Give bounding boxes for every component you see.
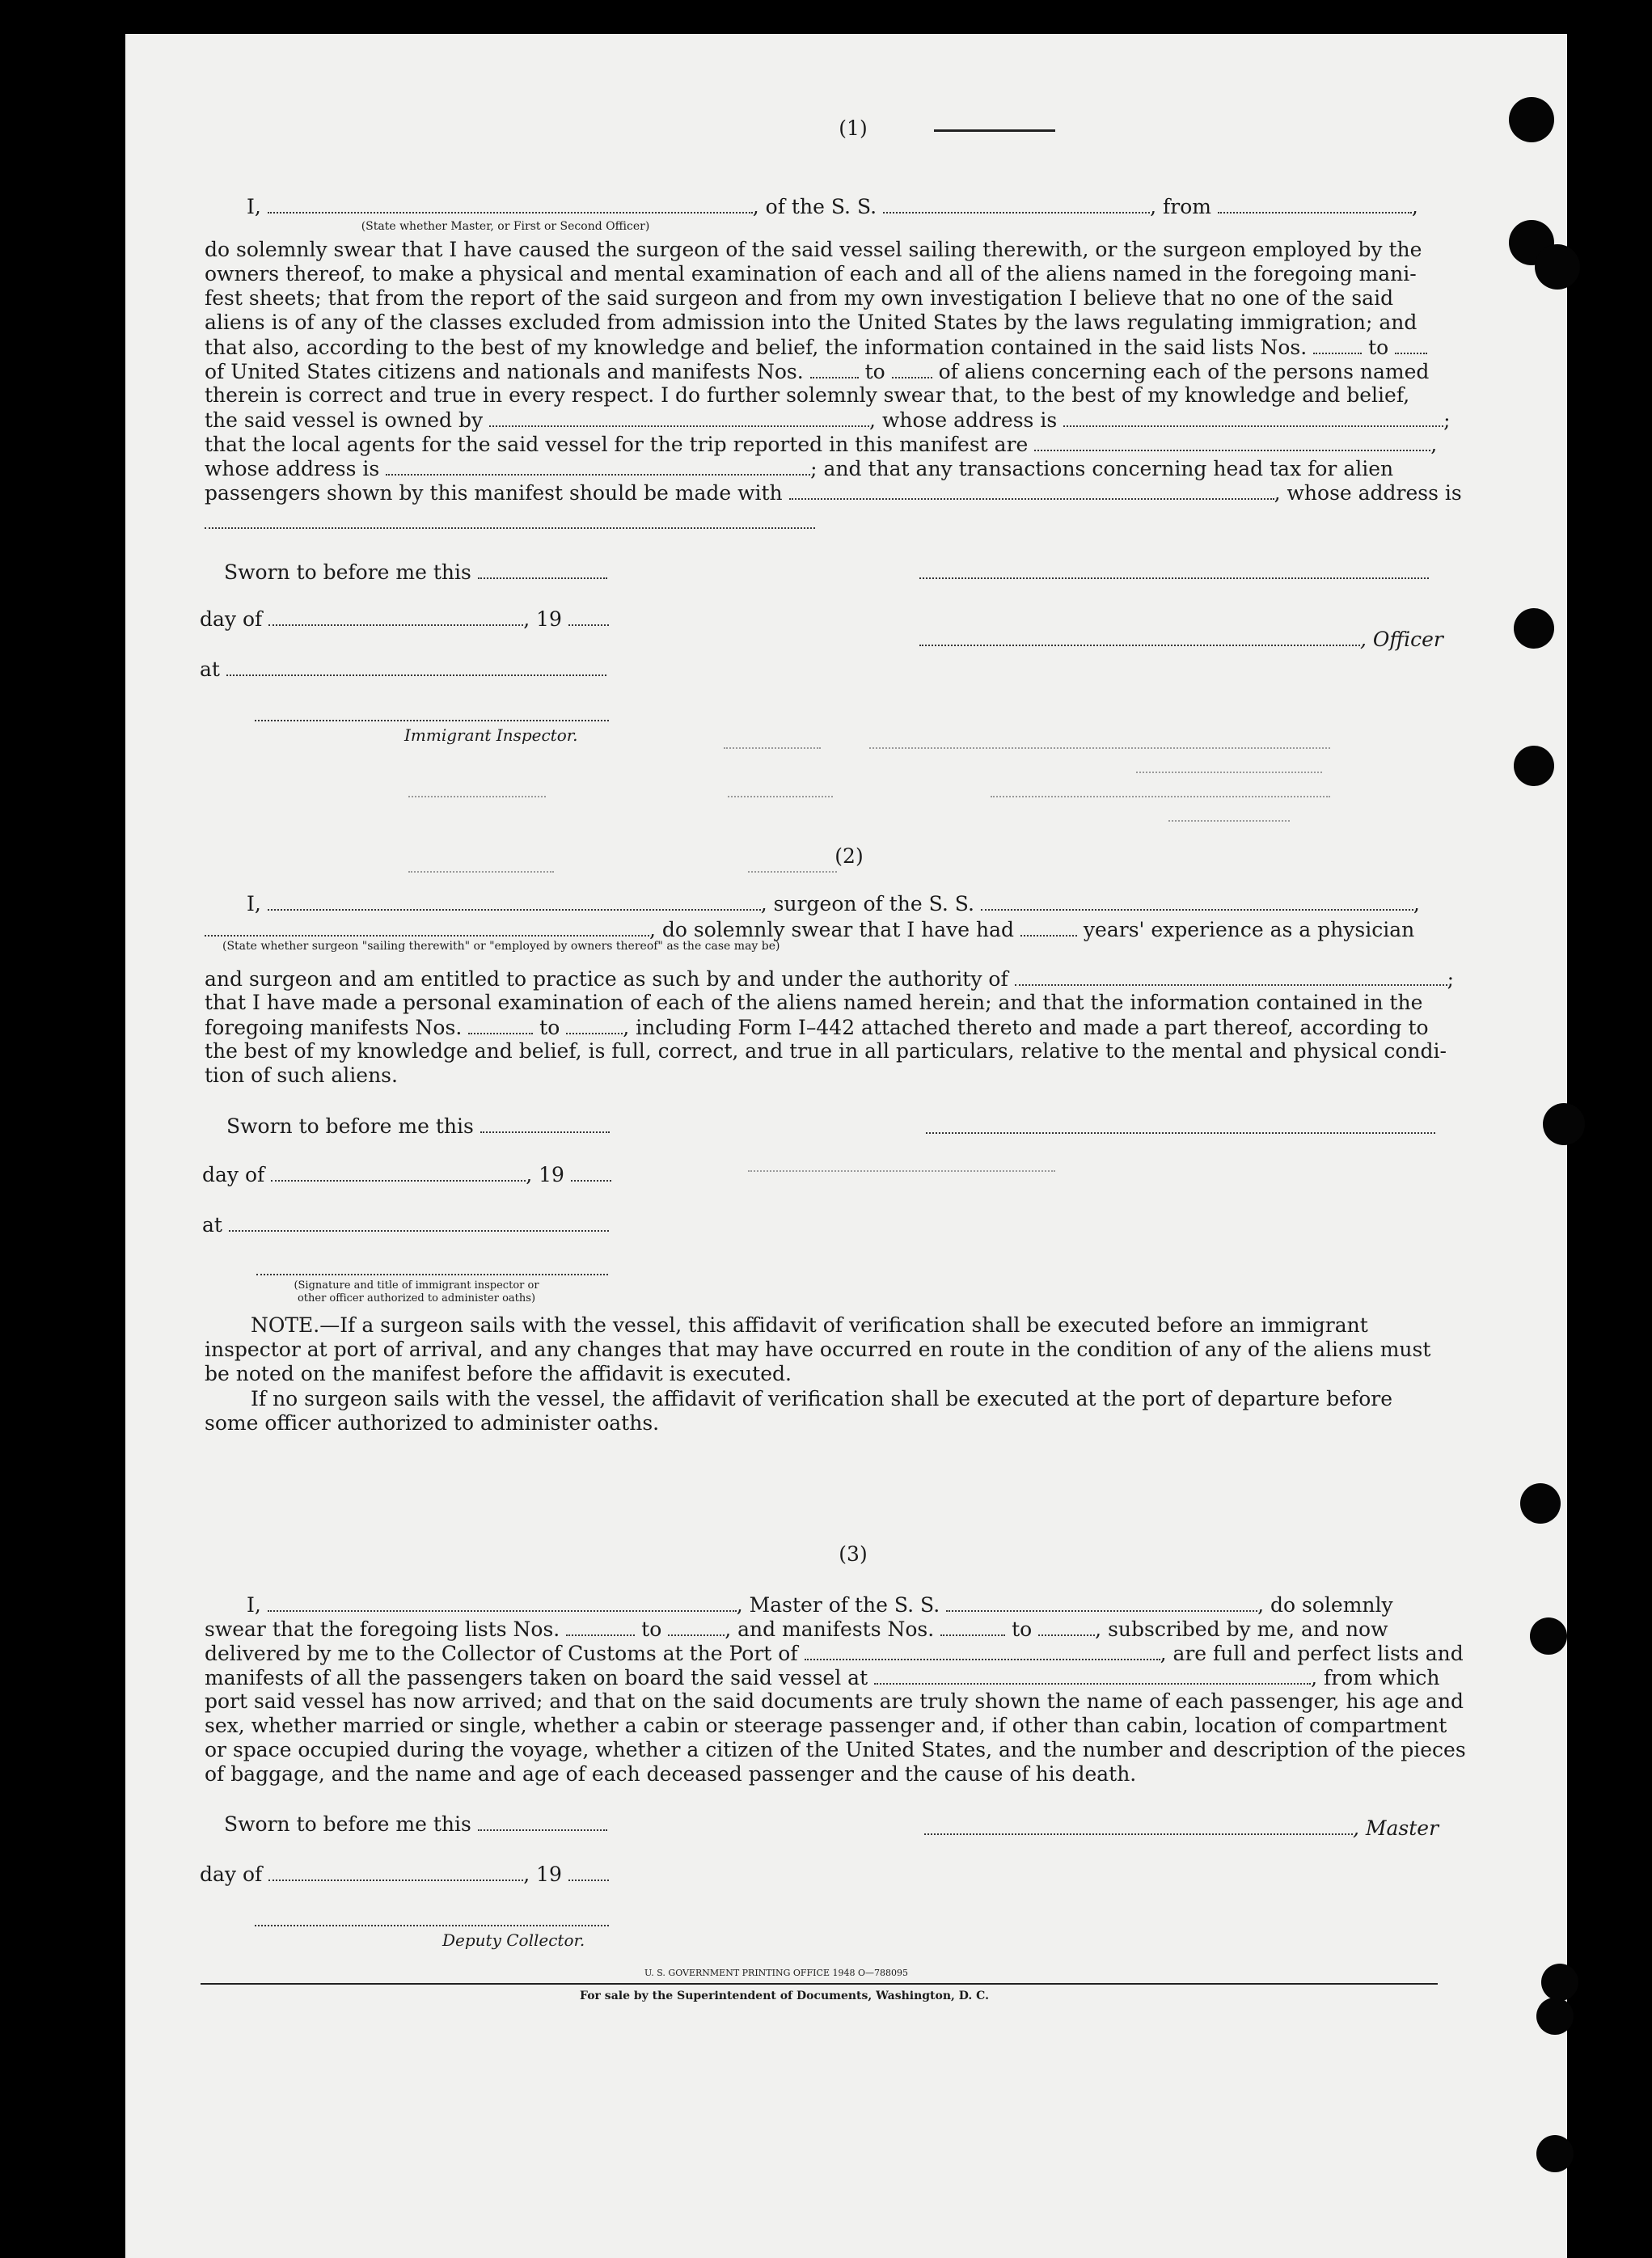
bleed-through-mark bbox=[1168, 820, 1290, 822]
s1-body-line-9: that the local agents for the said vessel for the trip reported in this manifest are , bbox=[205, 433, 1438, 456]
s3-line-6: sex, whether married or single, whether a cabin or steerage passenger and, if other than cabin, location of compartment bbox=[205, 1714, 1447, 1737]
bleed-through-mark bbox=[748, 871, 837, 873]
s3-line-3: delivered by me to the Collector of Customs at the Port of , are full and perfect lists and bbox=[205, 1642, 1464, 1665]
s3-day: day of , 19 bbox=[200, 1862, 609, 1887]
gpo-imprint: U. S. GOVERNMENT PRINTING OFFICE 1948 O—788095 bbox=[644, 1968, 908, 1978]
s3-line-7: or space occupied during the voyage, whether a citizen of the United States, and the number and description of the pieces bbox=[205, 1738, 1466, 1761]
s1-at: at bbox=[200, 657, 606, 682]
s2-line-5: foregoing manifests Nos. to , including Form I–442 attached thereto and made a part thereof, according to bbox=[205, 1016, 1429, 1039]
s3-deputy-signature-line bbox=[255, 1925, 609, 1926]
sale-notice: For sale by the Superintendent of Documents, Washington, D. C. bbox=[580, 1989, 989, 2002]
s2-line-4: that I have made a personal examination of each of the aliens named herein; and that the information contained in the bbox=[205, 991, 1423, 1014]
s2-line-3: and surgeon and am entitled to practice as such by and under the authority of ; bbox=[205, 967, 1455, 991]
s3-line-2: swear that the foregoing lists Nos. to , and manifests Nos. to , subscribed by me, and now bbox=[205, 1617, 1388, 1641]
s1-day: day of , 19 bbox=[200, 607, 609, 632]
s1-caption-officer: (State whether Master, or First or Second Officer) bbox=[361, 220, 650, 233]
s3-line-4: manifests of all the passengers taken on board the said vessel at , from which bbox=[205, 1666, 1440, 1689]
s2-line-2: , do solemnly swear that I have had years' experience as a physician bbox=[205, 917, 1414, 942]
s3-deputy-collector: Deputy Collector. bbox=[442, 1930, 585, 1950]
s2-note-line-5: some officer authorized to administer oaths. bbox=[205, 1411, 660, 1435]
s3-line-5: port said vessel has now arrived; and that on the said documents are truly shown the name of each passenger, his age and bbox=[205, 1689, 1464, 1713]
bleed-through-mark bbox=[991, 796, 1330, 797]
bleed-through-mark bbox=[1136, 772, 1322, 773]
s3-line-8: of baggage, and the name and age of each deceased passenger and the cause of his death. bbox=[205, 1762, 1137, 1786]
bleed-through-mark bbox=[728, 796, 833, 797]
footer-rule bbox=[201, 1983, 1438, 1985]
form-page bbox=[125, 34, 1567, 2258]
s1-officer-signature-line bbox=[919, 577, 1429, 579]
s1-body-line-3: fest sheets; that from the report of the said surgeon and from my own investigation I believe that no one of the said bbox=[205, 286, 1394, 310]
s2-note-line-2: inspector at port of arrival, and any changes that may have occurred en route in the condition of any of the aliens must bbox=[205, 1338, 1431, 1361]
binder-hole bbox=[1530, 1617, 1567, 1655]
s2-caption-surgeon: (State whether surgeon "sailing therewith" or "employed by owners thereof" as the case may be) bbox=[222, 940, 780, 953]
s1-body-line-8: the said vessel is owned by , whose address is ; bbox=[205, 408, 1451, 432]
s1-address-line bbox=[205, 527, 815, 529]
section-1-number: (1) bbox=[839, 116, 868, 140]
s2-day: day of , 19 bbox=[202, 1162, 611, 1187]
s1-body-line-7: therein is correct and true in every respect. I do further solemnly swear that, to the best of my knowledge and belief, bbox=[205, 383, 1410, 407]
s2-sworn: Sworn to before me this bbox=[226, 1114, 610, 1139]
s1-inspector-signature-line bbox=[255, 720, 609, 721]
s2-note-line-1: NOTE.—If a surgeon sails with the vessel, this affidavit of verification shall be executed before an immigrant bbox=[251, 1313, 1368, 1337]
binder-hole bbox=[1514, 608, 1554, 649]
binder-hole bbox=[1536, 1998, 1574, 2035]
s1-body-line-11: passengers shown by this manifest should be made with , whose address is bbox=[205, 481, 1462, 505]
bleed-through-mark bbox=[408, 871, 554, 873]
bleed-through-mark bbox=[408, 796, 546, 797]
section-3-number: (3) bbox=[839, 1542, 868, 1566]
bleed-through-mark bbox=[724, 747, 821, 749]
s2-note-line-3: be noted on the manifest before the affidavit is executed. bbox=[205, 1362, 792, 1385]
s3-master-line: , Master bbox=[924, 1816, 1439, 1841]
binder-hole bbox=[1541, 1964, 1578, 2001]
s1-body-line-5: that also, according to the best of my knowledge and belief, the information contained in the said lists Nos. to bbox=[205, 335, 1427, 360]
s3-sworn: Sworn to before me this bbox=[224, 1812, 607, 1837]
binder-hole bbox=[1520, 1483, 1561, 1524]
bleed-through-mark bbox=[869, 747, 1330, 749]
s2-note-line-4: If no surgeon sails with the vessel, the affidavit of verification shall be executed at the port of departure before bbox=[251, 1387, 1392, 1410]
s3-line-1: I, , Master of the S. S. , do solemnly bbox=[247, 1593, 1393, 1617]
s1-body-line-6: of United States citizens and nationals and manifests Nos. to of aliens concerning each of the persons named bbox=[205, 360, 1430, 383]
faint-heading-rule bbox=[934, 129, 1055, 132]
s1-line-1: I, , of the S. S. , from , bbox=[247, 195, 1418, 218]
s1-body-line-1: do solemnly swear that I have caused the surgeon of the said vessel sailing therewith, or the surgeon employed by the bbox=[205, 238, 1422, 261]
s1-officer-line: , Officer bbox=[919, 627, 1443, 652]
binder-hole bbox=[1535, 244, 1580, 290]
s1-body-line-4: aliens is of any of the classes excluded from admission into the United States by the laws regulating immigration; and bbox=[205, 311, 1418, 334]
binder-hole bbox=[1514, 746, 1554, 786]
s2-signature-caption-1: (Signature and title of immigrant inspector or bbox=[294, 1279, 539, 1292]
s2-line-6: the best of my knowledge and belief, is full, correct, and true in all particulars, relative to the mental and physical condi- bbox=[205, 1039, 1447, 1063]
s1-body-line-10: whose address is ; and that any transactions concerning head tax for alien bbox=[205, 457, 1394, 480]
bleed-through-mark bbox=[748, 1170, 1055, 1172]
section-2-number: (2) bbox=[834, 844, 864, 868]
s2-line-7: tion of such aliens. bbox=[205, 1063, 398, 1087]
s2-signature-line bbox=[926, 1132, 1435, 1134]
s2-line-1: I, , surgeon of the S. S. , bbox=[247, 892, 1420, 915]
binder-hole bbox=[1536, 2135, 1574, 2172]
binder-hole bbox=[1509, 97, 1554, 142]
s2-at: at bbox=[202, 1212, 609, 1237]
s2-inspector-signature-line bbox=[256, 1274, 608, 1275]
s2-signature-caption-2: other officer authorized to administer oaths) bbox=[297, 1292, 536, 1304]
s1-immigrant-inspector: Immigrant Inspector. bbox=[404, 725, 578, 745]
binder-hole bbox=[1543, 1103, 1585, 1145]
s1-body-line-2: owners thereof, to make a physical and mental examination of each and all of the aliens named in the foregoing mani- bbox=[205, 262, 1417, 285]
s1-sworn: Sworn to before me this bbox=[224, 560, 607, 585]
